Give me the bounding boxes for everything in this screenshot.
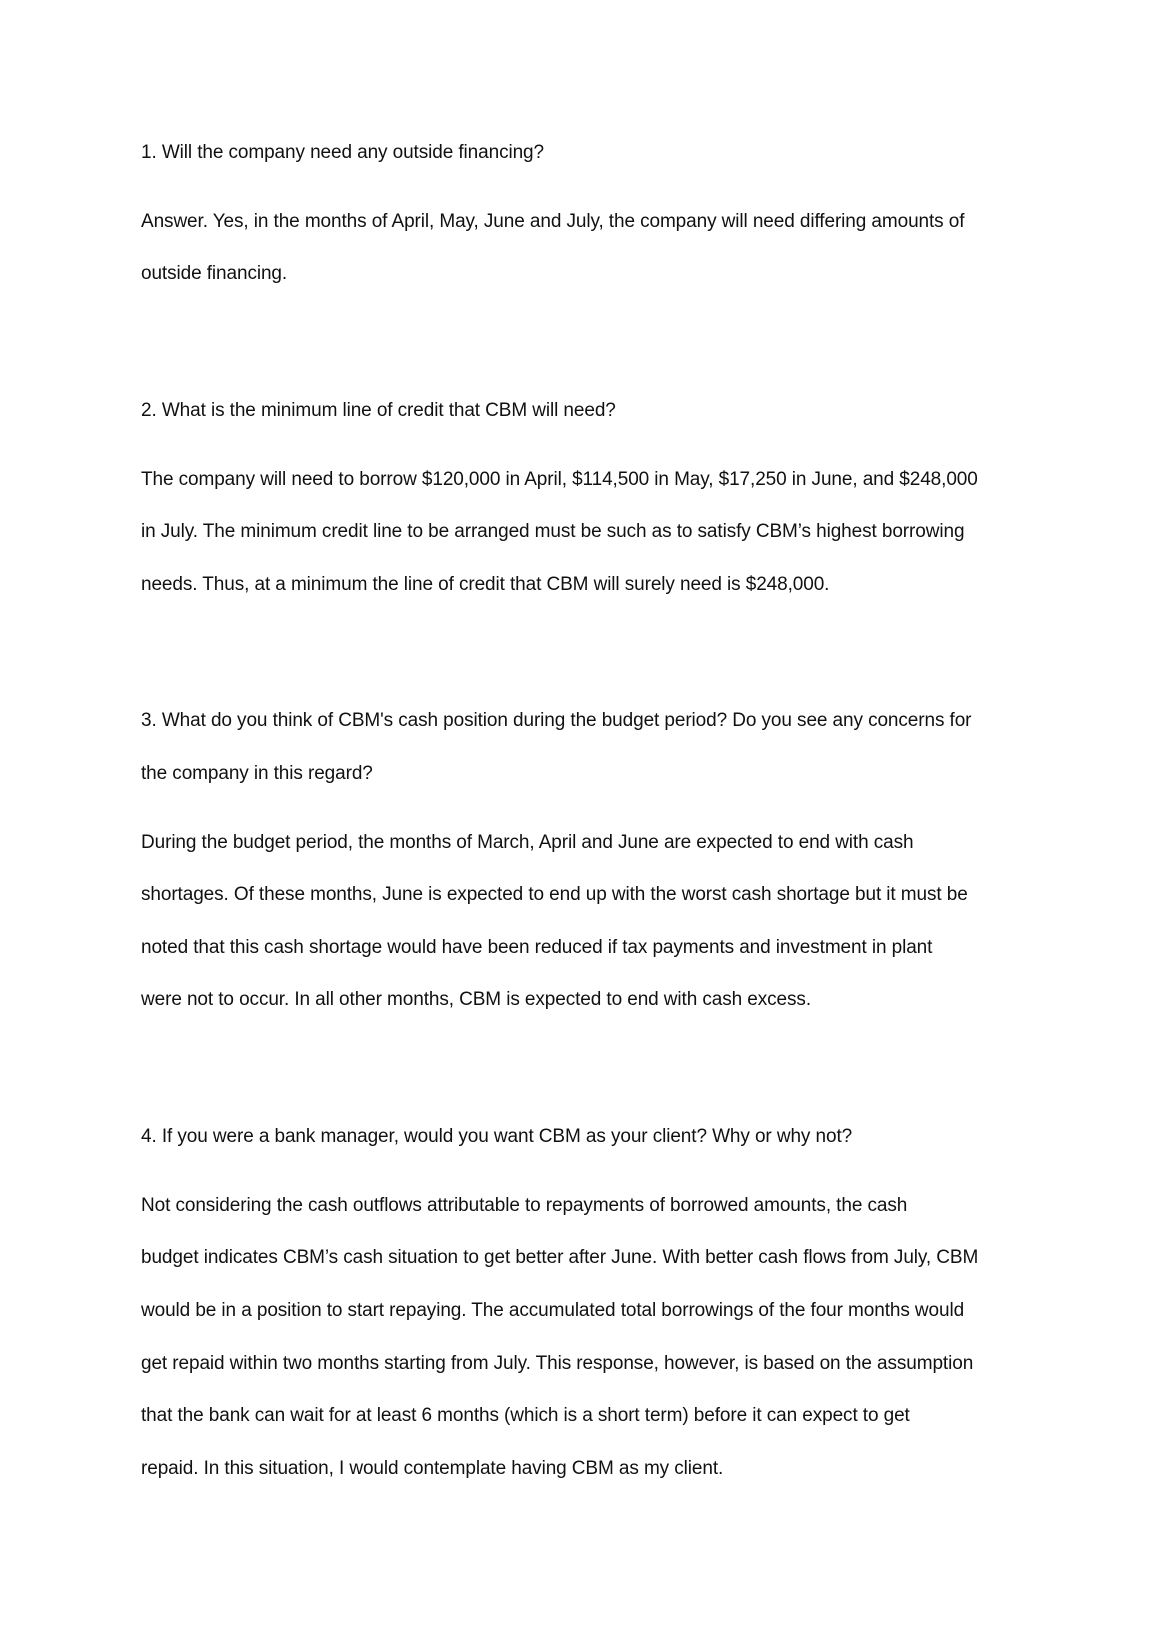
answer-2-line-1: The company will need to borrow $120,000 in April, $114,500 in May, $17,250 in June, and $248,000 <box>141 469 978 490</box>
answer-1-line-2: outside financing. <box>141 263 288 284</box>
answer-4-line-2: budget indicates CBM’s cash situation to get better after June. With better cash flows from July, CBM <box>141 1247 979 1268</box>
answer-1-line-1: Answer. Yes, in the months of April, May, June and July, the company will need differing amounts of <box>141 211 965 232</box>
question-4: 4. If you were a bank manager, would you want CBM as your client? Why or why not? <box>141 1126 853 1147</box>
answer-3-line-2: shortages. Of these months, June is expected to end up with the worst cash shortage but it must be <box>141 884 968 905</box>
answer-3-line-1: During the budget period, the months of March, April and June are expected to end with cash <box>141 832 914 853</box>
answer-4-line-1: Not considering the cash outflows attributable to repayments of borrowed amounts, the cash <box>141 1195 908 1216</box>
answer-4-line-6: repaid. In this situation, I would contemplate having CBM as my client. <box>141 1458 724 1479</box>
question-3-line-1: 3. What do you think of CBM's cash position during the budget period? Do you see any concerns for <box>141 710 972 731</box>
question-1: 1. Will the company need any outside financing? <box>141 142 544 163</box>
answer-4-line-5: that the bank can wait for at least 6 months (which is a short term) before it can expect to get <box>141 1405 910 1426</box>
question-3-line-2: the company in this regard? <box>141 763 373 784</box>
answer-4-line-4: get repaid within two months starting from July. This response, however, is based on the assumption <box>141 1353 974 1374</box>
answer-3-line-3: noted that this cash shortage would have been reduced if tax payments and investment in plant <box>141 937 933 958</box>
answer-4-line-3: would be in a position to start repaying. The accumulated total borrowings of the four months would <box>141 1300 965 1321</box>
answer-2-line-3: needs. Thus, at a minimum the line of credit that CBM will surely need is $248,000. <box>141 574 830 595</box>
answer-2-line-2: in July. The minimum credit line to be arranged must be such as to satisfy CBM’s highest borrowing <box>141 521 965 542</box>
question-2: 2. What is the minimum line of credit that CBM will need? <box>141 400 616 421</box>
answer-3-line-4: were not to occur. In all other months, CBM is expected to end with cash excess. <box>141 989 811 1010</box>
